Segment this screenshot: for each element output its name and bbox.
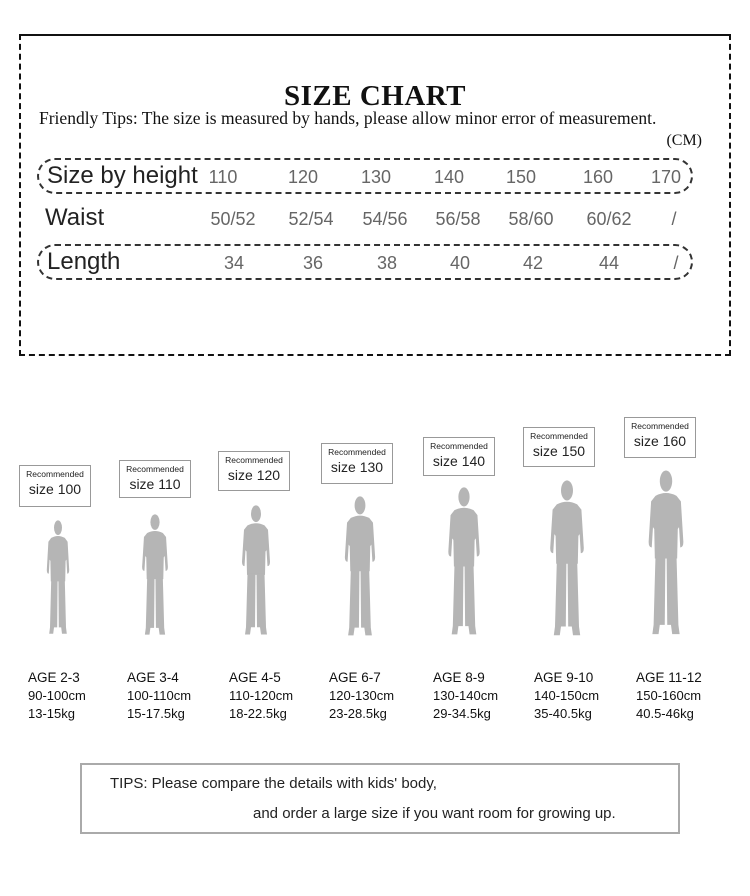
age-label: AGE 2-3 bbox=[28, 670, 80, 685]
weight-range: 35-40.5kg bbox=[534, 706, 592, 721]
waist-cell: 50/52 bbox=[210, 209, 256, 229]
recommended-label: Recommended bbox=[328, 447, 386, 457]
recommended-size: size 140 bbox=[432, 453, 486, 469]
weight-range: 40.5-46kg bbox=[636, 706, 694, 721]
length-cell: 44 bbox=[598, 253, 620, 273]
recommended-size-box bbox=[624, 417, 696, 458]
age-label: AGE 8-9 bbox=[433, 670, 485, 685]
tips-line-2: and order a large size if you want room for growing up. bbox=[253, 805, 616, 822]
recommended-size: size 150 bbox=[532, 443, 586, 459]
recommended-size: size 160 bbox=[633, 433, 687, 449]
height-cell: 140 bbox=[433, 167, 465, 187]
recommended-size-box bbox=[523, 427, 595, 467]
child-silhouette-icon bbox=[537, 480, 597, 637]
child-silhouette-icon bbox=[231, 505, 281, 636]
recommended-size: size 110 bbox=[129, 476, 181, 492]
recommended-label: Recommended bbox=[126, 464, 184, 474]
height-range: 100-110cm bbox=[127, 688, 192, 703]
size-chart-panel bbox=[19, 34, 731, 356]
height-range: 140-150cm bbox=[534, 688, 600, 703]
waist-cell: 60/62 bbox=[586, 209, 632, 229]
child-silhouette-icon bbox=[38, 520, 78, 635]
tips-line-1: TIPS: Please compare the details with kids' body, bbox=[110, 775, 437, 792]
recommended-size-box bbox=[119, 460, 191, 498]
kid-info bbox=[329, 669, 429, 723]
age-label: AGE 9-10 bbox=[534, 670, 594, 685]
length-cell: / bbox=[673, 253, 679, 273]
kid-info bbox=[433, 669, 533, 723]
height-range: 90-100cm bbox=[28, 688, 86, 703]
recommended-label: Recommended bbox=[530, 431, 588, 441]
height-range: 110-120cm bbox=[229, 688, 294, 703]
kid-info bbox=[127, 669, 227, 723]
waist-cell: / bbox=[671, 209, 677, 229]
waist-row bbox=[37, 202, 693, 238]
kid-info bbox=[534, 669, 634, 723]
unit-label: (CM) bbox=[666, 132, 702, 149]
recommended-size-box bbox=[423, 437, 495, 476]
height-cell: 170 bbox=[650, 167, 682, 187]
recommended-size: size 120 bbox=[227, 467, 281, 483]
age-label: AGE 6-7 bbox=[329, 670, 381, 685]
child-silhouette-icon bbox=[333, 496, 387, 637]
weight-range: 29-34.5kg bbox=[433, 706, 491, 721]
recommended-label: Recommended bbox=[631, 421, 689, 431]
size-chart-title: SIZE CHART bbox=[283, 80, 467, 112]
length-cell: 40 bbox=[449, 253, 471, 273]
height-cell: 150 bbox=[505, 167, 537, 187]
height-range: 130-140cm bbox=[433, 688, 499, 703]
waist-cell: 52/54 bbox=[288, 209, 334, 229]
length-row bbox=[37, 244, 693, 280]
child-silhouette-icon bbox=[635, 470, 697, 636]
recommended-label: Recommended bbox=[225, 455, 283, 465]
length-cell: 34 bbox=[223, 253, 245, 273]
length-cell: 42 bbox=[522, 253, 544, 273]
recommended-size-box bbox=[19, 465, 91, 507]
height-cell: 120 bbox=[287, 167, 319, 187]
height-range: 150-160cm bbox=[636, 688, 702, 703]
weight-range: 18-22.5kg bbox=[229, 706, 287, 721]
recommended-label: Recommended bbox=[430, 441, 488, 451]
row-label-length: Length bbox=[47, 248, 121, 275]
row-label-size-by-height: Size by height bbox=[47, 162, 198, 189]
waist-cell: 58/60 bbox=[508, 209, 554, 229]
waist-cell: 54/56 bbox=[362, 209, 408, 229]
waist-cell: 56/58 bbox=[435, 209, 481, 229]
row-label-waist: Waist bbox=[45, 204, 105, 231]
recommended-size-box bbox=[218, 451, 290, 491]
height-cell: 160 bbox=[582, 167, 614, 187]
height-range: 120-130cm bbox=[329, 688, 395, 703]
kid-info bbox=[229, 669, 329, 723]
size-by-height-row bbox=[37, 158, 693, 194]
height-cell: 110 bbox=[208, 167, 238, 187]
recommended-size: size 100 bbox=[28, 481, 82, 497]
height-cell: 130 bbox=[360, 167, 392, 187]
kid-info bbox=[636, 669, 736, 723]
age-label: AGE 11-12 bbox=[636, 670, 702, 685]
recommended-size: size 130 bbox=[330, 459, 384, 475]
age-label: AGE 4-5 bbox=[229, 670, 281, 685]
length-cell: 36 bbox=[302, 253, 324, 273]
weight-range: 15-17.5kg bbox=[127, 706, 185, 721]
age-label: AGE 3-4 bbox=[127, 670, 179, 685]
friendly-tips: Friendly Tips: The size is measured by hands, please allow minor error of measurement. bbox=[39, 108, 657, 128]
tips-box bbox=[80, 763, 680, 834]
weight-range: 23-28.5kg bbox=[329, 706, 387, 721]
child-silhouette-icon bbox=[132, 514, 178, 636]
recommended-size-box bbox=[321, 443, 393, 484]
recommended-label: Recommended bbox=[26, 469, 84, 479]
weight-range: 13-15kg bbox=[28, 706, 75, 721]
child-silhouette-icon bbox=[436, 487, 492, 636]
kid-info bbox=[28, 669, 128, 723]
length-cell: 38 bbox=[376, 253, 398, 273]
